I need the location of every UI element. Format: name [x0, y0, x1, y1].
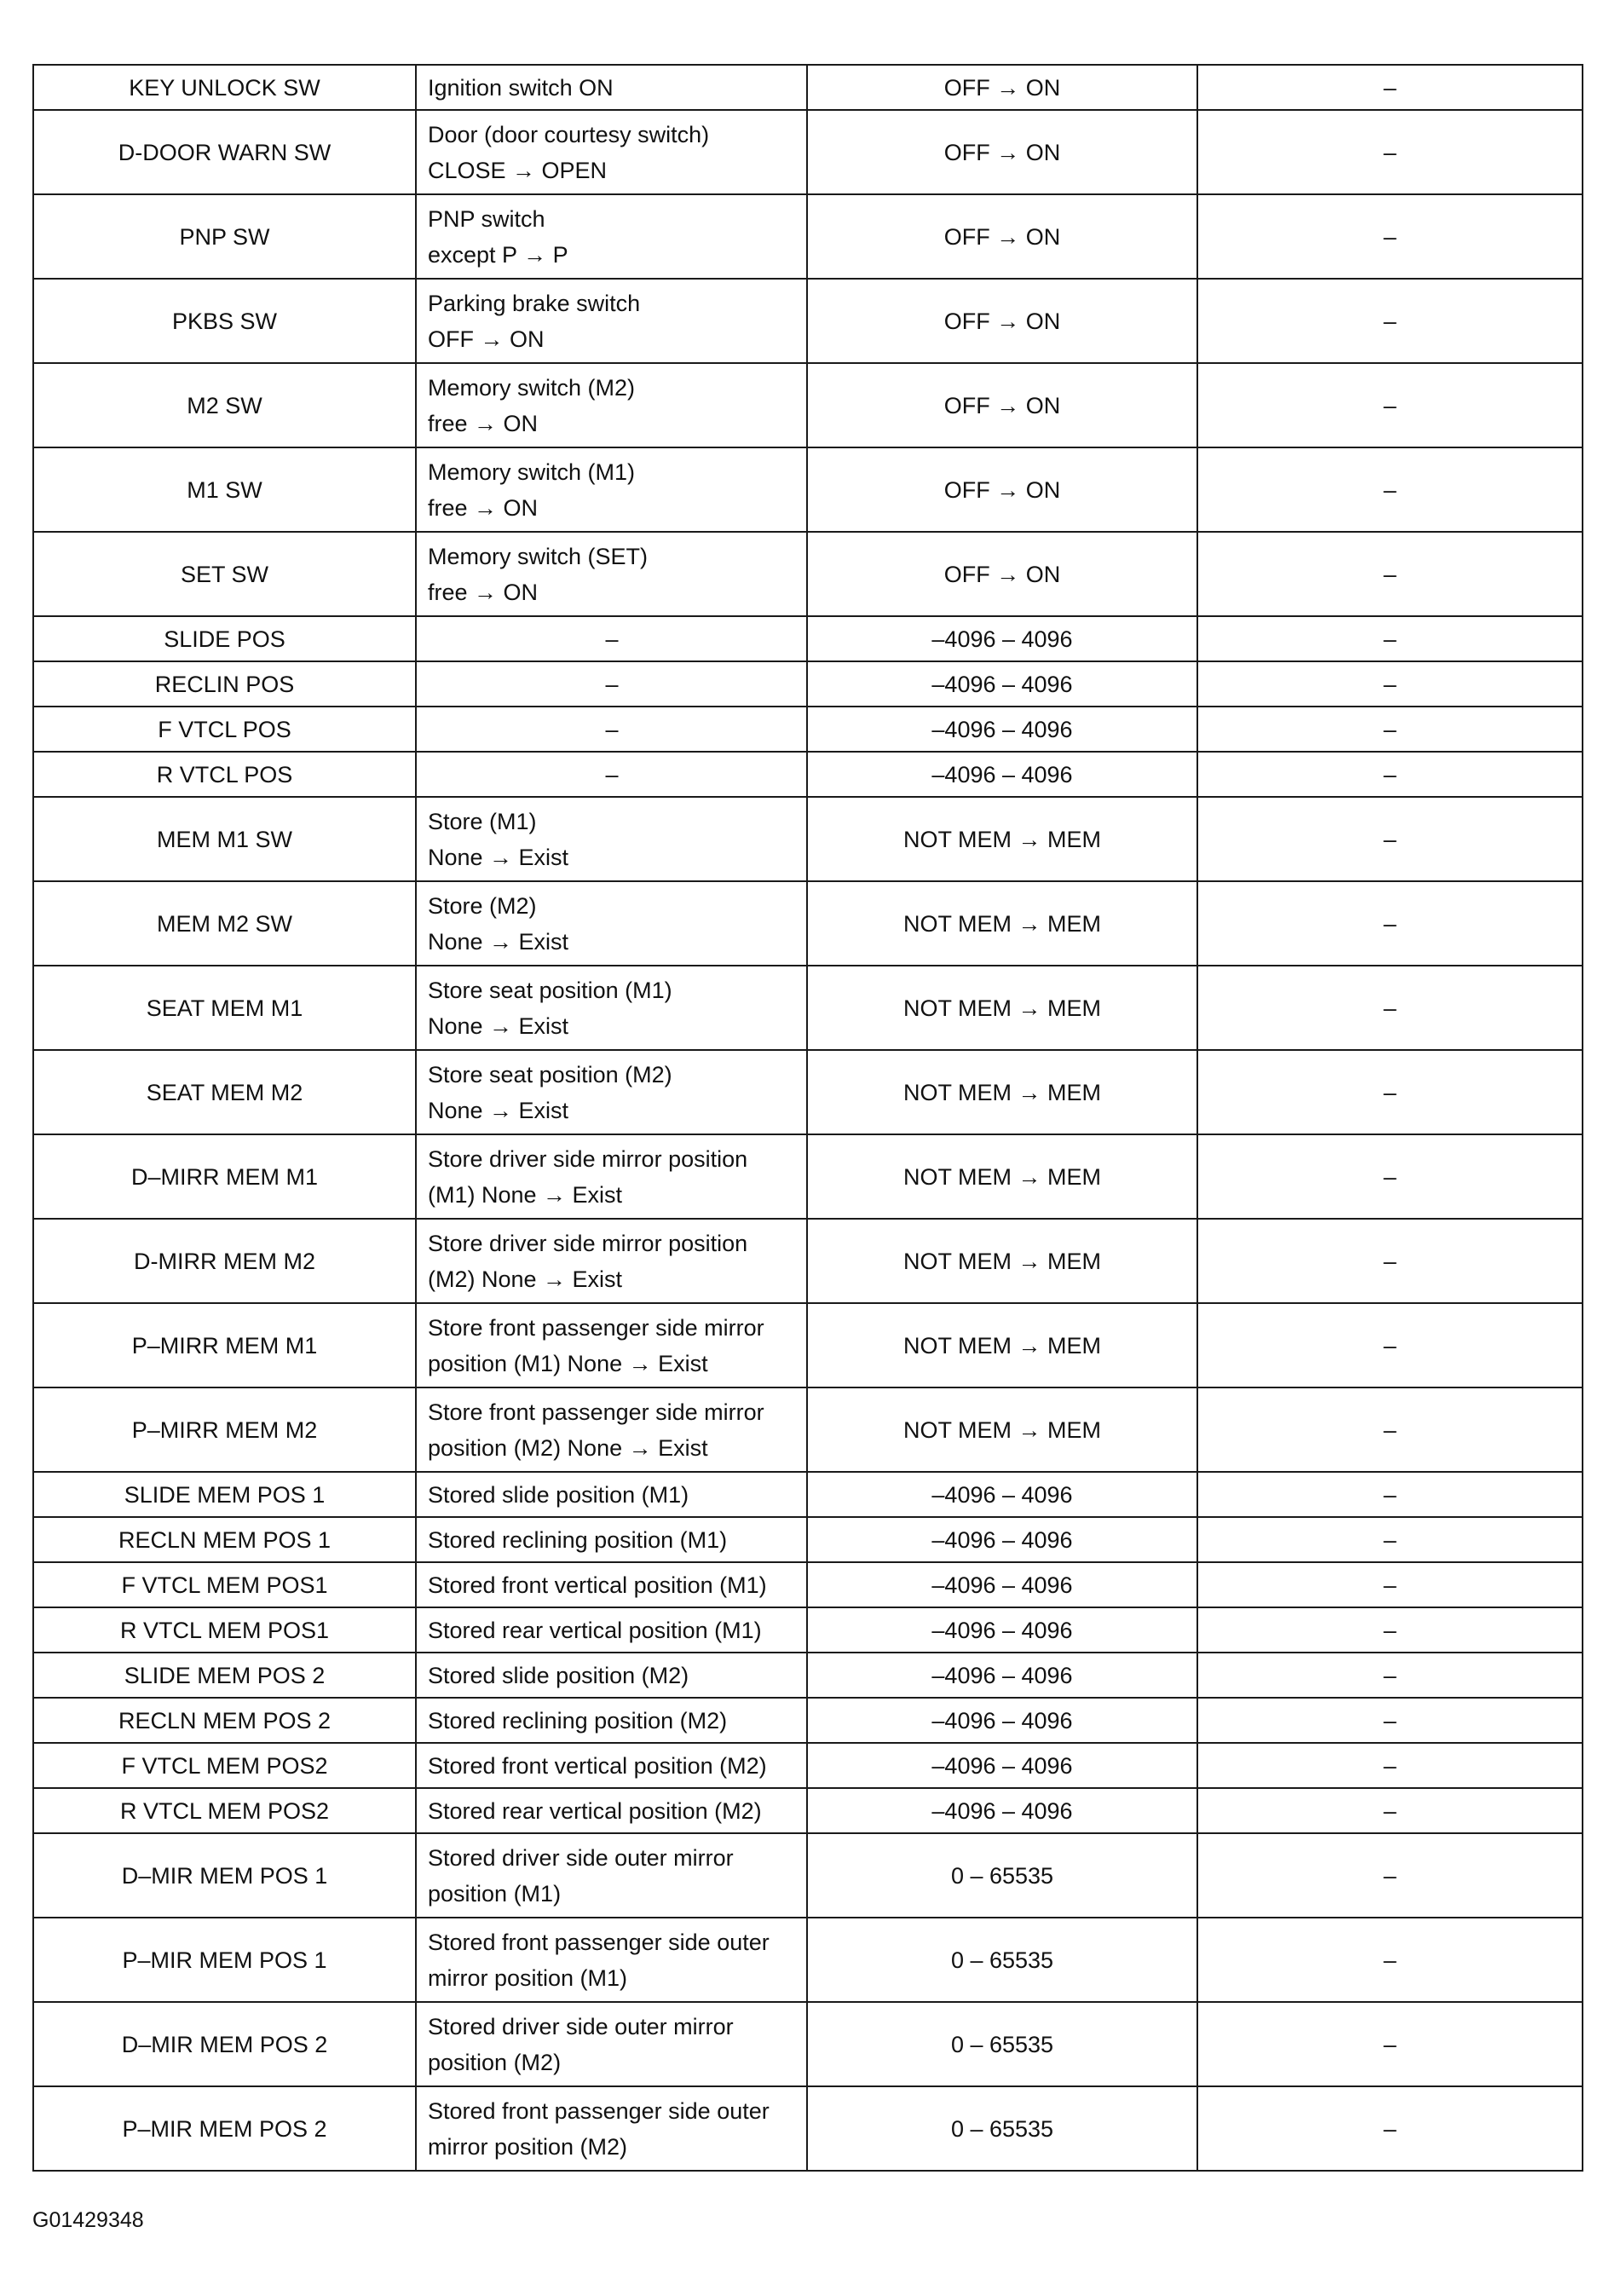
table-row	[33, 1562, 1583, 1607]
range-cell: OFF → ON	[807, 532, 1197, 616]
diag-note-cell: –	[1197, 532, 1583, 616]
condition-cell: Stored slide position (M1)	[416, 1472, 807, 1517]
condition-cell: Store seat position (M2) None → Exist	[416, 1050, 807, 1134]
item-cell: SEAT MEM M2	[33, 1050, 416, 1134]
table-row	[33, 1918, 1583, 2002]
table-row	[33, 2002, 1583, 2086]
range-cell: NOT MEM → MEM	[807, 966, 1197, 1050]
range-cell: NOT MEM → MEM	[807, 1387, 1197, 1472]
condition-cell: Memory switch (M1) free → ON	[416, 447, 807, 532]
diag-note-cell: –	[1197, 194, 1583, 279]
diag-note-cell: –	[1197, 2002, 1583, 2086]
data-list-table-container	[32, 64, 1569, 2172]
item-cell: R VTCL MEM POS1	[33, 1607, 416, 1653]
condition-cell: Store seat position (M1) None → Exist	[416, 966, 807, 1050]
range-cell: OFF → ON	[807, 65, 1197, 110]
condition-cell: –	[416, 707, 807, 752]
diag-note-cell: –	[1197, 966, 1583, 1050]
range-cell: –4096 – 4096	[807, 661, 1197, 707]
table-row	[33, 1517, 1583, 1562]
range-cell: –4096 – 4096	[807, 1653, 1197, 1698]
condition-cell: Stored rear vertical position (M2)	[416, 1788, 807, 1833]
range-cell: NOT MEM → MEM	[807, 1303, 1197, 1387]
item-cell: F VTCL POS	[33, 707, 416, 752]
table-row	[33, 752, 1583, 797]
condition-cell: Store (M2) None → Exist	[416, 881, 807, 966]
condition-cell: Store front passenger side mirror position (M1) None → Exist	[416, 1303, 807, 1387]
item-cell: PKBS SW	[33, 279, 416, 363]
condition-cell: Stored driver side outer mirror position (M2)	[416, 2002, 807, 2086]
condition-cell: Door (door courtesy switch) CLOSE → OPEN	[416, 110, 807, 194]
diag-note-cell: –	[1197, 707, 1583, 752]
table-row	[33, 1134, 1583, 1219]
diag-note-cell: –	[1197, 752, 1583, 797]
range-cell: –4096 – 4096	[807, 752, 1197, 797]
condition-cell: Stored front passenger side outer mirror position (M2)	[416, 2086, 807, 2171]
item-cell: MEM M2 SW	[33, 881, 416, 966]
figure-code: G01429348	[32, 2208, 144, 2232]
diag-note-cell: –	[1197, 1219, 1583, 1303]
table-row	[33, 1050, 1583, 1134]
item-cell: RECLN MEM POS 2	[33, 1698, 416, 1743]
condition-cell: Memory switch (SET) free → ON	[416, 532, 807, 616]
condition-cell: –	[416, 661, 807, 707]
table-row	[33, 1653, 1583, 1698]
diag-note-cell: –	[1197, 1833, 1583, 1918]
table-row	[33, 363, 1583, 447]
condition-cell: Stored front vertical position (M2)	[416, 1743, 807, 1788]
diag-note-cell: –	[1197, 1788, 1583, 1833]
table-row	[33, 1743, 1583, 1788]
condition-cell: Parking brake switch OFF → ON	[416, 279, 807, 363]
range-cell: OFF → ON	[807, 363, 1197, 447]
range-cell: OFF → ON	[807, 110, 1197, 194]
diag-note-cell: –	[1197, 363, 1583, 447]
item-cell: D-DOOR WARN SW	[33, 110, 416, 194]
table-row	[33, 1788, 1583, 1833]
diag-note-cell: –	[1197, 1303, 1583, 1387]
table-row	[33, 881, 1583, 966]
item-cell: R VTCL MEM POS2	[33, 1788, 416, 1833]
table-row	[33, 279, 1583, 363]
diag-note-cell: –	[1197, 1050, 1583, 1134]
item-cell: RECLN MEM POS 1	[33, 1517, 416, 1562]
item-cell: F VTCL MEM POS2	[33, 1743, 416, 1788]
diag-note-cell: –	[1197, 661, 1583, 707]
table-row	[33, 65, 1583, 110]
condition-cell: Stored rear vertical position (M1)	[416, 1607, 807, 1653]
diag-note-cell: –	[1197, 1562, 1583, 1607]
range-cell: –4096 – 4096	[807, 1517, 1197, 1562]
condition-cell: Stored front passenger side outer mirror position (M1)	[416, 1918, 807, 2002]
data-list-table	[32, 64, 1583, 2172]
condition-cell: Stored front vertical position (M1)	[416, 1562, 807, 1607]
item-cell: KEY UNLOCK SW	[33, 65, 416, 110]
item-cell: SLIDE MEM POS 2	[33, 1653, 416, 1698]
range-cell: 0 – 65535	[807, 2002, 1197, 2086]
item-cell: F VTCL MEM POS1	[33, 1562, 416, 1607]
range-cell: NOT MEM → MEM	[807, 1134, 1197, 1219]
table-row	[33, 1472, 1583, 1517]
range-cell: NOT MEM → MEM	[807, 881, 1197, 966]
item-cell: SLIDE POS	[33, 616, 416, 661]
range-cell: OFF → ON	[807, 194, 1197, 279]
range-cell: –4096 – 4096	[807, 1562, 1197, 1607]
range-cell: 0 – 65535	[807, 1833, 1197, 1918]
range-cell: –4096 – 4096	[807, 1607, 1197, 1653]
table-row	[33, 707, 1583, 752]
range-cell: NOT MEM → MEM	[807, 1219, 1197, 1303]
table-body	[33, 65, 1583, 2171]
item-cell: D–MIR MEM POS 1	[33, 1833, 416, 1918]
diag-note-cell: –	[1197, 2086, 1583, 2171]
item-cell: R VTCL POS	[33, 752, 416, 797]
diag-note-cell: –	[1197, 110, 1583, 194]
range-cell: –4096 – 4096	[807, 707, 1197, 752]
diag-note-cell: –	[1197, 65, 1583, 110]
table-row	[33, 616, 1583, 661]
diag-note-cell: –	[1197, 447, 1583, 532]
diag-note-cell: –	[1197, 1653, 1583, 1698]
item-cell: SEAT MEM M1	[33, 966, 416, 1050]
condition-cell: Stored reclining position (M2)	[416, 1698, 807, 1743]
diag-note-cell: –	[1197, 881, 1583, 966]
condition-cell: Store front passenger side mirror position (M2) None → Exist	[416, 1387, 807, 1472]
diag-note-cell: –	[1197, 1517, 1583, 1562]
range-cell: –4096 – 4096	[807, 1472, 1197, 1517]
table-row	[33, 661, 1583, 707]
diag-note-cell: –	[1197, 1918, 1583, 2002]
diag-note-cell: –	[1197, 279, 1583, 363]
item-cell: M2 SW	[33, 363, 416, 447]
table-row	[33, 1698, 1583, 1743]
table-row	[33, 2086, 1583, 2171]
item-cell: P–MIRR MEM M1	[33, 1303, 416, 1387]
condition-cell: Ignition switch ON	[416, 65, 807, 110]
item-cell: MEM M1 SW	[33, 797, 416, 881]
condition-cell: Store driver side mirror position (M2) None → Exist	[416, 1219, 807, 1303]
table-row	[33, 1219, 1583, 1303]
item-cell: M1 SW	[33, 447, 416, 532]
item-cell: P–MIRR MEM M2	[33, 1387, 416, 1472]
range-cell: –4096 – 4096	[807, 1698, 1197, 1743]
range-cell: –4096 – 4096	[807, 616, 1197, 661]
item-cell: D–MIRR MEM M1	[33, 1134, 416, 1219]
range-cell: 0 – 65535	[807, 2086, 1197, 2171]
condition-cell: PNP switch except P → P	[416, 194, 807, 279]
diag-note-cell: –	[1197, 1472, 1583, 1517]
diag-note-cell: –	[1197, 1698, 1583, 1743]
item-cell: D–MIR MEM POS 2	[33, 2002, 416, 2086]
item-cell: D-MIRR MEM M2	[33, 1219, 416, 1303]
range-cell: –4096 – 4096	[807, 1788, 1197, 1833]
range-cell: –4096 – 4096	[807, 1743, 1197, 1788]
table-row	[33, 797, 1583, 881]
diag-note-cell: –	[1197, 797, 1583, 881]
condition-cell: Store (M1) None → Exist	[416, 797, 807, 881]
diag-note-cell: –	[1197, 616, 1583, 661]
condition-cell: –	[416, 752, 807, 797]
condition-cell: Stored reclining position (M1)	[416, 1517, 807, 1562]
table-row	[33, 447, 1583, 532]
condition-cell: Store driver side mirror position (M1) None → Exist	[416, 1134, 807, 1219]
item-cell: PNP SW	[33, 194, 416, 279]
condition-cell: Stored slide position (M2)	[416, 1653, 807, 1698]
item-cell: P–MIR MEM POS 2	[33, 2086, 416, 2171]
range-cell: 0 – 65535	[807, 1918, 1197, 2002]
range-cell: OFF → ON	[807, 447, 1197, 532]
table-row	[33, 194, 1583, 279]
table-row	[33, 1387, 1583, 1472]
range-cell: OFF → ON	[807, 279, 1197, 363]
table-row	[33, 1303, 1583, 1387]
table-row	[33, 1607, 1583, 1653]
table-row	[33, 532, 1583, 616]
table-row	[33, 1833, 1583, 1918]
range-cell: NOT MEM → MEM	[807, 1050, 1197, 1134]
table-row	[33, 966, 1583, 1050]
table-row	[33, 110, 1583, 194]
range-cell: NOT MEM → MEM	[807, 797, 1197, 881]
item-cell: SLIDE MEM POS 1	[33, 1472, 416, 1517]
condition-cell: Memory switch (M2) free → ON	[416, 363, 807, 447]
diag-note-cell: –	[1197, 1387, 1583, 1472]
diag-note-cell: –	[1197, 1743, 1583, 1788]
diag-note-cell: –	[1197, 1134, 1583, 1219]
item-cell: SET SW	[33, 532, 416, 616]
item-cell: P–MIR MEM POS 1	[33, 1918, 416, 2002]
condition-cell: –	[416, 616, 807, 661]
condition-cell: Stored driver side outer mirror position (M1)	[416, 1833, 807, 1918]
diag-note-cell: –	[1197, 1607, 1583, 1653]
item-cell: RECLIN POS	[33, 661, 416, 707]
